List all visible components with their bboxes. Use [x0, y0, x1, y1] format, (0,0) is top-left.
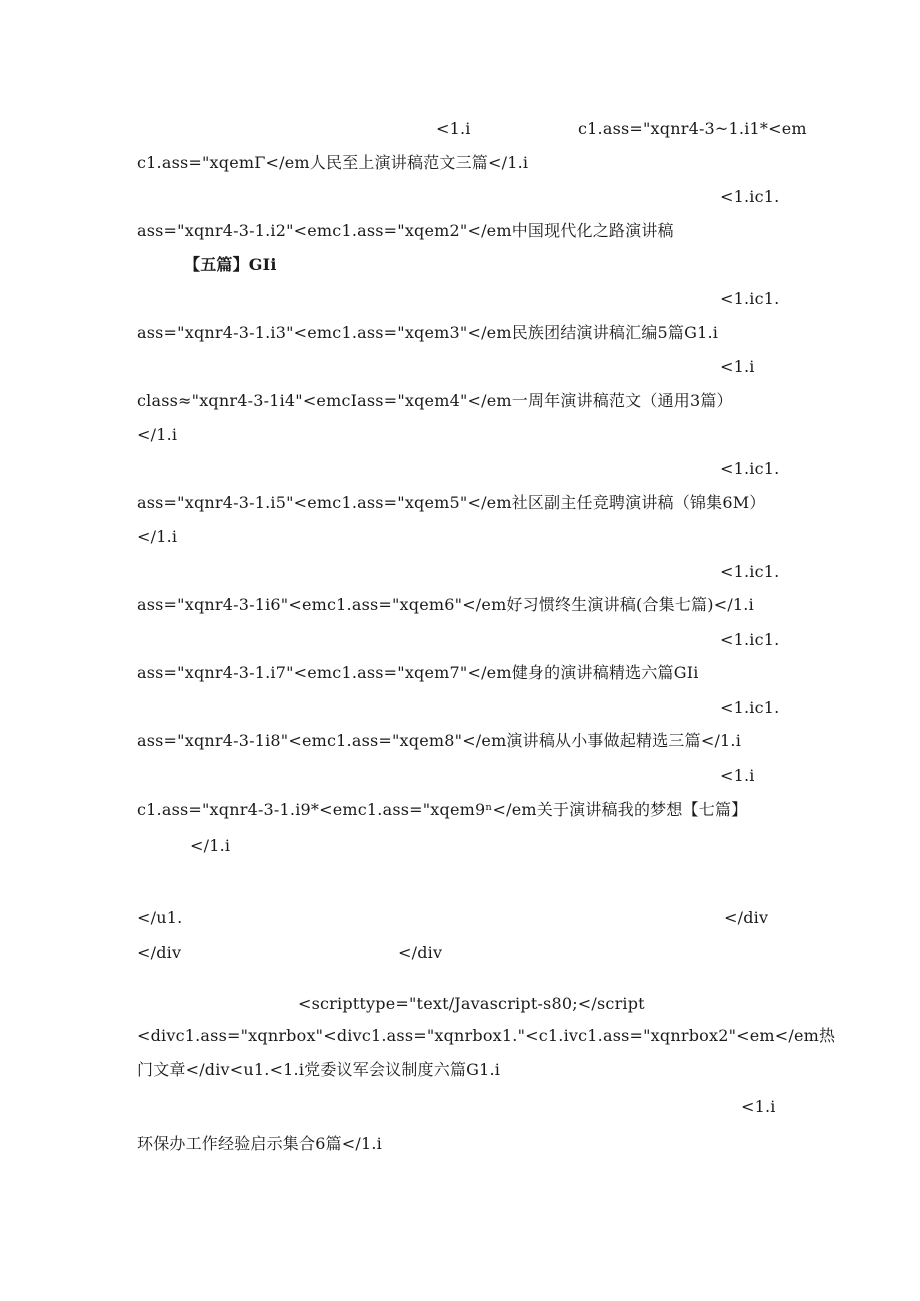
text-line: </1.i [190, 836, 231, 855]
text-line: 门文章</div<u1.<1.i党委议军会议制度六篇G1.i [137, 1060, 501, 1079]
text-line: ass="xqnr4-3-1i8"<emc1.ass="xqem8"</em演讲稿从小事做起精选三篇</1.i [137, 731, 742, 750]
text-line: <1.ic1. [720, 630, 780, 649]
text-line: c1.ass="xqnr4-3-1.i9*<emc1.ass="xqem9ⁿ</em关于演讲稿我的梦想【七篇】 [137, 800, 748, 819]
text-line: </1.i [137, 425, 178, 444]
text-line: </div [137, 943, 182, 962]
text-line: <1.i [720, 357, 755, 376]
text-line: 【五篇】GIi [184, 255, 277, 274]
text-line: ass="xqnr4-3-1.i7"<emc1.ass="xqem7"</em健身的演讲稿精选六篇GIi [137, 663, 699, 682]
text-line: </div [724, 908, 769, 927]
text-line: </1.i [137, 527, 178, 546]
text-line: <scripttype="text/Javascript-s80;</script [298, 994, 645, 1013]
text-line: <divc1.ass="xqnrbox"<divc1.ass="xqnrbox1."<c1.ivc1.ass="xqnrbox2"<em</em热 [137, 1026, 836, 1045]
text-line: <1.i [436, 119, 471, 138]
text-line: <1.ic1. [720, 187, 780, 206]
text-line: <1.i [741, 1097, 776, 1116]
text-line: <1.ic1. [720, 459, 780, 478]
text-line: 环保办工作经验启示集合6篇</1.i [137, 1134, 382, 1153]
text-line: ass="xqnr4-3-1i6"<emc1.ass="xqem6"</em好习惯终生演讲稿(合集七篇)</1.i [137, 595, 754, 614]
text-line: class≈"xqnr4-3-1i4"<emcIass="xqem4"</em一周年演讲稿范文（通用3篇） [137, 391, 733, 410]
text-line: </div [398, 943, 443, 962]
text-line: <1.ic1. [720, 562, 780, 581]
text-line: ass="xqnr4-3-1.i3"<emc1.ass="xqem3"</em民族团结演讲稿汇编5篇G1.i [137, 323, 719, 342]
text-line: <1.i [720, 766, 755, 785]
text-line: ass="xqnr4-3-1.i5"<emc1.ass="xqem5"</em社区副主任竞聘演讲稿（锦集6M） [137, 493, 766, 512]
text-line: ass="xqnr4-3-1.i2"<emc1.ass="xqem2"</em中国现代化之路演讲稿 [137, 221, 674, 240]
text-line: c1.ass="xqnr4-3~1.i1*<em [578, 119, 807, 138]
text-line: </u1. [137, 908, 183, 927]
text-line: <1.ic1. [720, 289, 780, 308]
text-line: <1.ic1. [720, 698, 780, 717]
text-line: c1.ass="xqemΓ</em人民至上演讲稿范文三篇</1.i [137, 153, 529, 172]
